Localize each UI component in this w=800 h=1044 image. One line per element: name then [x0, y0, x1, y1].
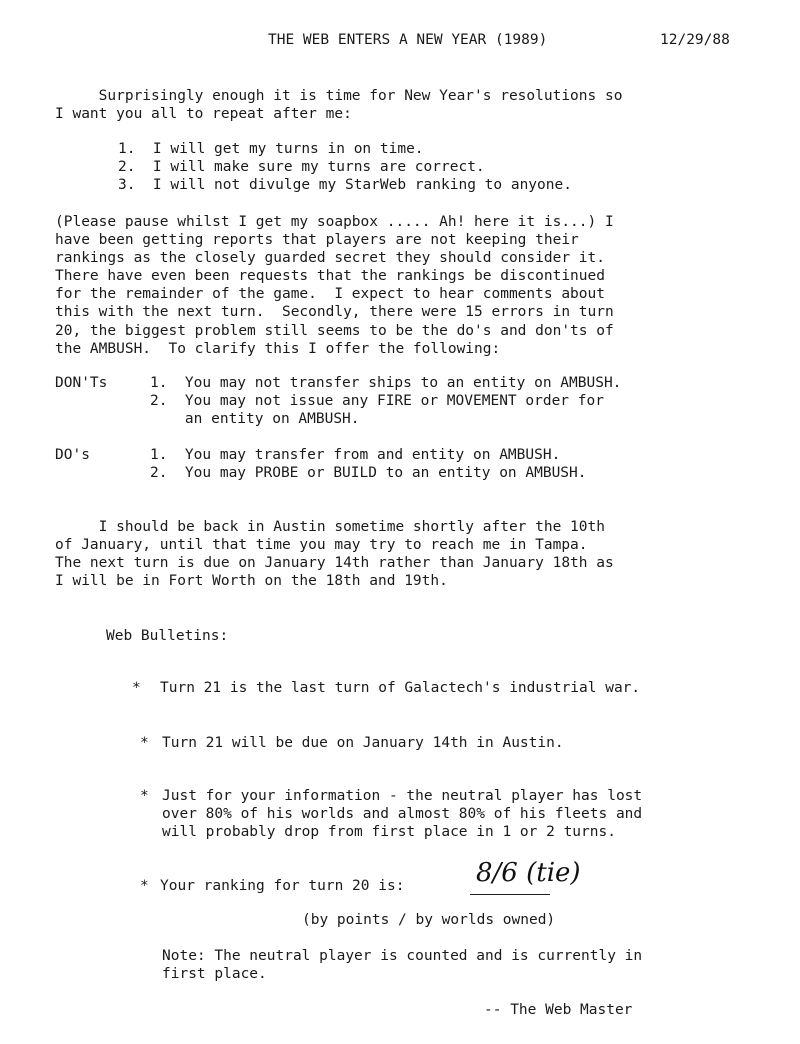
text-line: for the remainder of the game. I expect to hear comments about — [55, 286, 605, 303]
text-line: of January, until that time you may try to reach me in Tampa. — [55, 537, 588, 554]
bulletin-item: will probably drop from first place in 1 or 2 turns. — [162, 824, 616, 840]
bulletin-item: Turn 21 will be due on January 14th in Austin. — [162, 735, 564, 751]
document-date: 12/29/88 — [660, 32, 730, 48]
bulletin-star-icon: * — [132, 680, 141, 696]
bulletins-heading: Web Bulletins: — [106, 628, 229, 644]
text-line: the AMBUSH. To clarify this I offer the following: — [55, 340, 501, 357]
bulletin-item: Just for your information - the neutral player has lost — [162, 788, 643, 804]
dos-label: DO's — [55, 447, 90, 463]
note-line: first place. — [162, 966, 267, 982]
do-item: 2. You may PROBE or BUILD to an entity on AMBUSH. — [150, 465, 587, 481]
donts-label: DON'Ts — [55, 375, 108, 391]
travel-paragraph — [55, 518, 755, 590]
bulletin-star-icon: * — [140, 788, 149, 804]
bulletin-star-icon: * — [140, 878, 149, 894]
ranking-underline — [470, 894, 550, 895]
bulletin-star-icon: * — [140, 735, 149, 751]
dont-item: 2. You may not issue any FIRE or MOVEMENT order for — [150, 393, 604, 409]
ranking-handwritten-value: 8/6 (tie) — [476, 858, 581, 888]
ranking-label: Your ranking for turn 20 is: — [160, 878, 405, 894]
text-line: There have even been requests that the rankings be discontinued — [55, 268, 605, 285]
bulletin-item: over 80% of his worlds and almost 80% of his fleets and — [162, 806, 643, 822]
signature: -- The Web Master — [484, 1002, 633, 1018]
text-line: this with the next turn. Secondly, there were 15 errors in turn — [55, 304, 614, 321]
soapbox-paragraph — [55, 213, 755, 358]
text-line: Surprisingly enough it is time for New Year's resolutions so — [55, 88, 623, 104]
text-line: 20, the biggest problem still seems to be the do's and don'ts of — [55, 322, 614, 339]
text-line: (Please pause whilst I get my soapbox ..... Ah! here it is...) I — [55, 214, 614, 230]
resolution-item: 1. I will get my turns in on time. — [118, 141, 424, 157]
intro-paragraph — [55, 87, 755, 123]
text-line: I will be in Fort Worth on the 18th and 19th. — [55, 573, 448, 590]
resolution-item: 3. I will not divulge my StarWeb ranking to anyone. — [118, 177, 572, 193]
document-title: THE WEB ENTERS A NEW YEAR (1989) — [268, 32, 548, 48]
text-line: I want you all to repeat after me: — [55, 106, 352, 123]
text-line: I should be back in Austin sometime shortly after the 10th — [55, 519, 605, 535]
do-item: 1. You may transfer from and entity on AMBUSH. — [150, 447, 561, 463]
dont-item: 1. You may not transfer ships to an entity on AMBUSH. — [150, 375, 622, 391]
text-line: The next turn is due on January 14th rather than January 18th as — [55, 555, 614, 572]
ranking-caption: (by points / by worlds owned) — [302, 912, 556, 928]
resolution-item: 2. I will make sure my turns are correct. — [118, 159, 485, 175]
dont-item: an entity on AMBUSH. — [150, 411, 360, 427]
text-line: rankings as the closely guarded secret they should consider it. — [55, 250, 605, 267]
bulletin-item: Turn 21 is the last turn of Galactech's industrial war. — [160, 680, 641, 696]
text-line: have been getting reports that players are not keeping their — [55, 232, 579, 249]
note-line: Note: The neutral player is counted and is currently in — [162, 948, 643, 964]
